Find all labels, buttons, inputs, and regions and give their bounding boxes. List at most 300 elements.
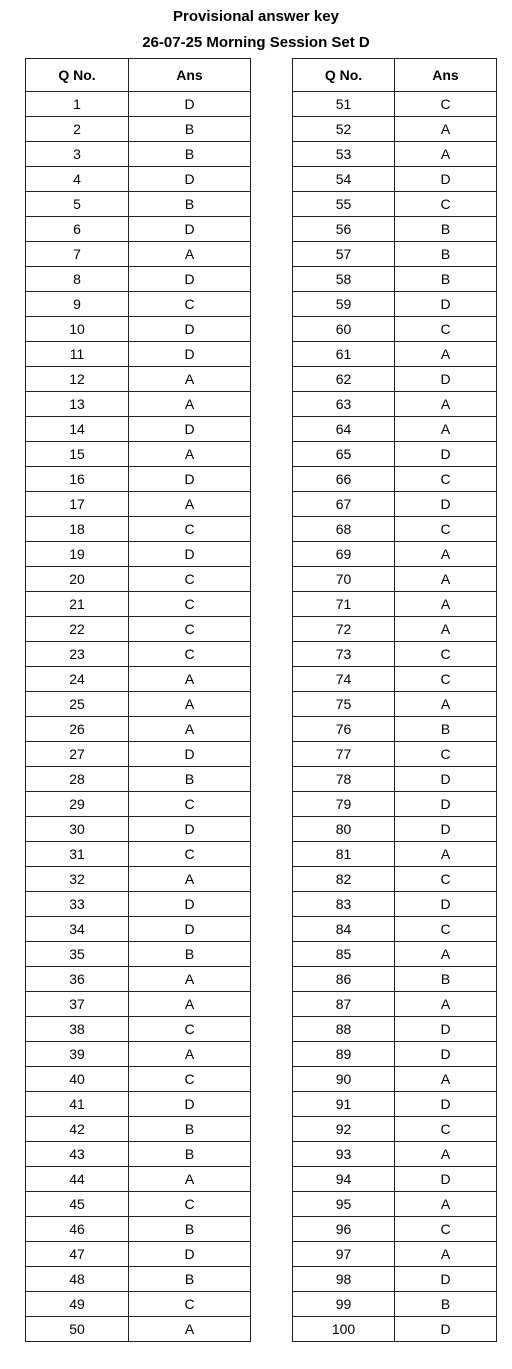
answer-cell: D [129, 92, 251, 117]
table-row [293, 517, 497, 542]
table-row [26, 317, 251, 342]
answer-cell: B [129, 142, 251, 167]
question-number-cell: 59 [293, 292, 395, 317]
answer-cell: A [395, 1067, 497, 1092]
question-number-cell: 24 [26, 667, 129, 692]
answer-cell: C [395, 467, 497, 492]
table-row [26, 217, 251, 242]
table-row [293, 667, 497, 692]
question-number-cell: 90 [293, 1067, 395, 1092]
question-number-cell: 65 [293, 442, 395, 467]
answer-cell: C [129, 517, 251, 542]
column-header-qno: Q No. [26, 59, 129, 92]
table-row [293, 567, 497, 592]
answer-cell: D [129, 817, 251, 842]
question-number-cell: 36 [26, 967, 129, 992]
question-number-cell: 50 [26, 1317, 129, 1342]
question-number-cell: 5 [26, 192, 129, 217]
question-number-cell: 55 [293, 192, 395, 217]
answer-cell: D [129, 892, 251, 917]
table-row [293, 142, 497, 167]
table-row [26, 542, 251, 567]
answer-cell: D [395, 367, 497, 392]
table-row [293, 367, 497, 392]
answer-cell: B [395, 267, 497, 292]
answer-cell: B [129, 767, 251, 792]
table-row [293, 467, 497, 492]
question-number-cell: 61 [293, 342, 395, 367]
question-number-cell: 29 [26, 792, 129, 817]
table-row [293, 442, 497, 467]
question-number-cell: 64 [293, 417, 395, 442]
table-row [293, 317, 497, 342]
question-number-cell: 41 [26, 1092, 129, 1117]
answer-cell: D [129, 1092, 251, 1117]
table-row [26, 967, 251, 992]
question-number-cell: 88 [293, 1017, 395, 1042]
question-number-cell: 4 [26, 167, 129, 192]
table-row [26, 667, 251, 692]
question-number-cell: 12 [26, 367, 129, 392]
answer-cell: A [129, 1167, 251, 1192]
answer-cell: D [395, 1267, 497, 1292]
question-number-cell: 70 [293, 567, 395, 592]
table-row [293, 1292, 497, 1317]
answer-cell: A [129, 717, 251, 742]
answer-cell: B [129, 117, 251, 142]
page-subtitle: 26-07-25 Morning Session Set D [142, 34, 370, 51]
question-number-cell: 60 [293, 317, 395, 342]
answer-cell: B [395, 967, 497, 992]
question-number-cell: 99 [293, 1292, 395, 1317]
table-row [293, 167, 497, 192]
answer-cell: A [129, 992, 251, 1017]
question-number-cell: 22 [26, 617, 129, 642]
answer-cell: C [395, 92, 497, 117]
question-number-cell: 96 [293, 1217, 395, 1242]
question-number-cell: 11 [26, 342, 129, 367]
question-number-cell: 23 [26, 642, 129, 667]
column-header-ans: Ans [129, 59, 251, 92]
question-number-cell: 45 [26, 1192, 129, 1217]
table-header-row [26, 59, 251, 92]
table-row [293, 867, 497, 892]
question-number-cell: 31 [26, 842, 129, 867]
table-row [293, 1267, 497, 1292]
answer-cell: C [129, 292, 251, 317]
question-number-cell: 34 [26, 917, 129, 942]
table-row [293, 192, 497, 217]
answer-cell: A [129, 667, 251, 692]
answer-cell: A [129, 492, 251, 517]
table-row [26, 567, 251, 592]
question-number-cell: 17 [26, 492, 129, 517]
answer-cell: C [129, 617, 251, 642]
table-row [26, 92, 251, 117]
table-row [26, 1267, 251, 1292]
answer-cell: D [129, 417, 251, 442]
table-row [293, 292, 497, 317]
question-number-cell: 86 [293, 967, 395, 992]
table-row [293, 742, 497, 767]
answer-cell: D [129, 342, 251, 367]
answer-cell: C [395, 742, 497, 767]
answer-cell: D [129, 217, 251, 242]
answer-cell: A [129, 392, 251, 417]
answer-cell: A [395, 942, 497, 967]
table-row [26, 617, 251, 642]
question-number-cell: 15 [26, 442, 129, 467]
answer-cell: D [129, 267, 251, 292]
answer-cell: A [395, 1192, 497, 1217]
question-number-cell: 18 [26, 517, 129, 542]
table-row [26, 192, 251, 217]
answer-cell: A [129, 242, 251, 267]
table-row [26, 892, 251, 917]
table-row [26, 242, 251, 267]
table-row [293, 117, 497, 142]
question-number-cell: 3 [26, 142, 129, 167]
question-number-cell: 71 [293, 592, 395, 617]
answer-cell: B [129, 1267, 251, 1292]
table-row [293, 242, 497, 267]
answer-cell: C [129, 1067, 251, 1092]
answer-cell: C [129, 642, 251, 667]
table-row [26, 1092, 251, 1117]
answer-cell: C [129, 1192, 251, 1217]
answer-cell: D [129, 317, 251, 342]
answer-cell: D [395, 292, 497, 317]
answer-cell: A [395, 392, 497, 417]
table-row [26, 267, 251, 292]
answer-cell: D [395, 1017, 497, 1042]
question-number-cell: 98 [293, 1267, 395, 1292]
question-number-cell: 26 [26, 717, 129, 742]
column-header-ans: Ans [395, 59, 497, 92]
question-number-cell: 81 [293, 842, 395, 867]
answer-cell: A [395, 842, 497, 867]
answer-cell: C [395, 642, 497, 667]
question-number-cell: 32 [26, 867, 129, 892]
table-row [293, 1117, 497, 1142]
question-number-cell: 82 [293, 867, 395, 892]
question-number-cell: 16 [26, 467, 129, 492]
column-header-qno: Q No. [293, 59, 395, 92]
answer-cell: C [395, 667, 497, 692]
table-row [293, 92, 497, 117]
table-row [26, 342, 251, 367]
question-number-cell: 57 [293, 242, 395, 267]
answer-cell: D [395, 892, 497, 917]
question-number-cell: 28 [26, 767, 129, 792]
answer-cell: B [129, 1117, 251, 1142]
question-number-cell: 19 [26, 542, 129, 567]
question-number-cell: 56 [293, 217, 395, 242]
question-number-cell: 79 [293, 792, 395, 817]
answer-cell: A [395, 542, 497, 567]
table-row [293, 392, 497, 417]
table-row [26, 692, 251, 717]
answer-cell: D [395, 1167, 497, 1192]
table-row [26, 1317, 251, 1342]
table-row [293, 592, 497, 617]
table-row [293, 817, 497, 842]
question-number-cell: 75 [293, 692, 395, 717]
question-number-cell: 52 [293, 117, 395, 142]
answer-cell: B [129, 1142, 251, 1167]
answer-cell: C [395, 192, 497, 217]
table-row [26, 942, 251, 967]
table-row [293, 1067, 497, 1092]
answer-cell: C [129, 592, 251, 617]
table-row [26, 292, 251, 317]
answer-cell: D [129, 467, 251, 492]
answer-cell: C [129, 567, 251, 592]
table-row [293, 792, 497, 817]
answer-cell: A [395, 692, 497, 717]
table-row [293, 1317, 497, 1342]
table-row [26, 767, 251, 792]
table-row [293, 767, 497, 792]
answer-cell: D [129, 742, 251, 767]
table-row [293, 1042, 497, 1067]
question-number-cell: 9 [26, 292, 129, 317]
question-number-cell: 62 [293, 367, 395, 392]
question-number-cell: 35 [26, 942, 129, 967]
table-row [26, 117, 251, 142]
question-number-cell: 51 [293, 92, 395, 117]
answer-cell: D [395, 492, 497, 517]
table-row [26, 917, 251, 942]
table-row [26, 992, 251, 1017]
question-number-cell: 47 [26, 1242, 129, 1267]
answer-cell: A [129, 367, 251, 392]
question-number-cell: 40 [26, 1067, 129, 1092]
table-row [26, 167, 251, 192]
question-number-cell: 10 [26, 317, 129, 342]
question-number-cell: 42 [26, 1117, 129, 1142]
question-number-cell: 92 [293, 1117, 395, 1142]
question-number-cell: 94 [293, 1167, 395, 1192]
question-number-cell: 74 [293, 667, 395, 692]
answer-cell: A [129, 867, 251, 892]
table-row [26, 1217, 251, 1242]
table-row [293, 917, 497, 942]
question-number-cell: 21 [26, 592, 129, 617]
table-row [26, 1067, 251, 1092]
question-number-cell: 46 [26, 1217, 129, 1242]
answer-cell: D [129, 917, 251, 942]
answer-cell: B [395, 242, 497, 267]
answer-cell: A [129, 692, 251, 717]
question-number-cell: 54 [293, 167, 395, 192]
table-row [26, 467, 251, 492]
table-row [26, 1142, 251, 1167]
question-number-cell: 63 [293, 392, 395, 417]
question-number-cell: 6 [26, 217, 129, 242]
answer-cell: B [395, 1292, 497, 1317]
question-number-cell: 97 [293, 1242, 395, 1267]
table-row [26, 142, 251, 167]
answer-cell: A [395, 1142, 497, 1167]
table-row [26, 492, 251, 517]
question-number-cell: 76 [293, 717, 395, 742]
table-row [26, 1167, 251, 1192]
table-row [293, 717, 497, 742]
answer-cell: A [395, 142, 497, 167]
question-number-cell: 83 [293, 892, 395, 917]
table-row [293, 642, 497, 667]
table-row [293, 342, 497, 367]
question-number-cell: 33 [26, 892, 129, 917]
table-row [26, 717, 251, 742]
question-number-cell: 1 [26, 92, 129, 117]
question-number-cell: 30 [26, 817, 129, 842]
table-row [293, 1142, 497, 1167]
question-number-cell: 95 [293, 1192, 395, 1217]
answer-cell: C [395, 1217, 497, 1242]
answer-table-right [292, 58, 497, 1342]
answer-cell: D [129, 542, 251, 567]
question-number-cell: 37 [26, 992, 129, 1017]
answer-cell: A [395, 342, 497, 367]
table-row [26, 1017, 251, 1042]
question-number-cell: 91 [293, 1092, 395, 1117]
question-number-cell: 72 [293, 617, 395, 642]
answer-cell: A [395, 592, 497, 617]
table-row [293, 967, 497, 992]
table-row [293, 492, 497, 517]
question-number-cell: 49 [26, 1292, 129, 1317]
answer-cell: C [395, 917, 497, 942]
table-row [26, 592, 251, 617]
answer-cell: C [395, 517, 497, 542]
table-header-row [293, 59, 497, 92]
table-row [26, 1042, 251, 1067]
answer-cell: D [129, 167, 251, 192]
question-number-cell: 84 [293, 917, 395, 942]
table-row [293, 1192, 497, 1217]
table-row [26, 517, 251, 542]
table-row [293, 1017, 497, 1042]
answer-cell: A [129, 442, 251, 467]
question-number-cell: 7 [26, 242, 129, 267]
answer-cell: D [395, 792, 497, 817]
question-number-cell: 93 [293, 1142, 395, 1167]
table-row [26, 417, 251, 442]
answer-cell: A [129, 1042, 251, 1067]
question-number-cell: 77 [293, 742, 395, 767]
table-row [293, 217, 497, 242]
table-row [293, 992, 497, 1017]
answer-cell: D [129, 1242, 251, 1267]
answer-cell: A [129, 1317, 251, 1342]
question-number-cell: 67 [293, 492, 395, 517]
answer-cell: B [129, 1217, 251, 1242]
answer-cell: D [395, 1317, 497, 1342]
question-number-cell: 68 [293, 517, 395, 542]
question-number-cell: 48 [26, 1267, 129, 1292]
question-number-cell: 2 [26, 117, 129, 142]
table-row [293, 892, 497, 917]
answer-cell: C [129, 792, 251, 817]
question-number-cell: 44 [26, 1167, 129, 1192]
question-number-cell: 38 [26, 1017, 129, 1042]
question-number-cell: 85 [293, 942, 395, 967]
table-row [26, 642, 251, 667]
answer-cell: D [395, 167, 497, 192]
question-number-cell: 69 [293, 542, 395, 567]
question-number-cell: 14 [26, 417, 129, 442]
question-number-cell: 66 [293, 467, 395, 492]
table-row [293, 417, 497, 442]
table-row [26, 1192, 251, 1217]
answer-cell: C [129, 842, 251, 867]
question-number-cell: 25 [26, 692, 129, 717]
answer-cell: A [395, 617, 497, 642]
answer-cell: C [129, 1017, 251, 1042]
table-row [293, 1167, 497, 1192]
table-row [26, 367, 251, 392]
table-row [26, 742, 251, 767]
answer-cell: D [395, 767, 497, 792]
question-number-cell: 58 [293, 267, 395, 292]
table-row [293, 842, 497, 867]
answer-cell: B [129, 192, 251, 217]
table-row [26, 442, 251, 467]
table-row [26, 842, 251, 867]
answer-cell: C [395, 1117, 497, 1142]
question-number-cell: 78 [293, 767, 395, 792]
table-row [26, 392, 251, 417]
answer-cell: C [395, 867, 497, 892]
answer-cell: B [395, 217, 497, 242]
table-row [293, 1242, 497, 1267]
question-number-cell: 80 [293, 817, 395, 842]
page-title: Provisional answer key [173, 8, 339, 25]
question-number-cell: 87 [293, 992, 395, 1017]
answer-cell: D [395, 1042, 497, 1067]
table-row [26, 1242, 251, 1267]
answer-cell: D [395, 442, 497, 467]
question-number-cell: 43 [26, 1142, 129, 1167]
answer-cell: D [395, 1092, 497, 1117]
question-number-cell: 27 [26, 742, 129, 767]
answer-cell: A [395, 417, 497, 442]
table-row [26, 817, 251, 842]
table-row [26, 1117, 251, 1142]
answer-cell: A [395, 117, 497, 142]
table-row [293, 542, 497, 567]
question-number-cell: 39 [26, 1042, 129, 1067]
table-row [293, 267, 497, 292]
answer-table-left [25, 58, 251, 1342]
answer-cell: C [129, 1292, 251, 1317]
question-number-cell: 53 [293, 142, 395, 167]
question-number-cell: 13 [26, 392, 129, 417]
table-row [293, 1092, 497, 1117]
answer-cell: D [395, 817, 497, 842]
answer-cell: A [395, 992, 497, 1017]
table-row [293, 1217, 497, 1242]
question-number-cell: 89 [293, 1042, 395, 1067]
table-row [293, 692, 497, 717]
answer-cell: B [395, 717, 497, 742]
answer-cell: C [395, 317, 497, 342]
answer-cell: A [395, 567, 497, 592]
table-row [293, 942, 497, 967]
answer-cell: B [129, 942, 251, 967]
